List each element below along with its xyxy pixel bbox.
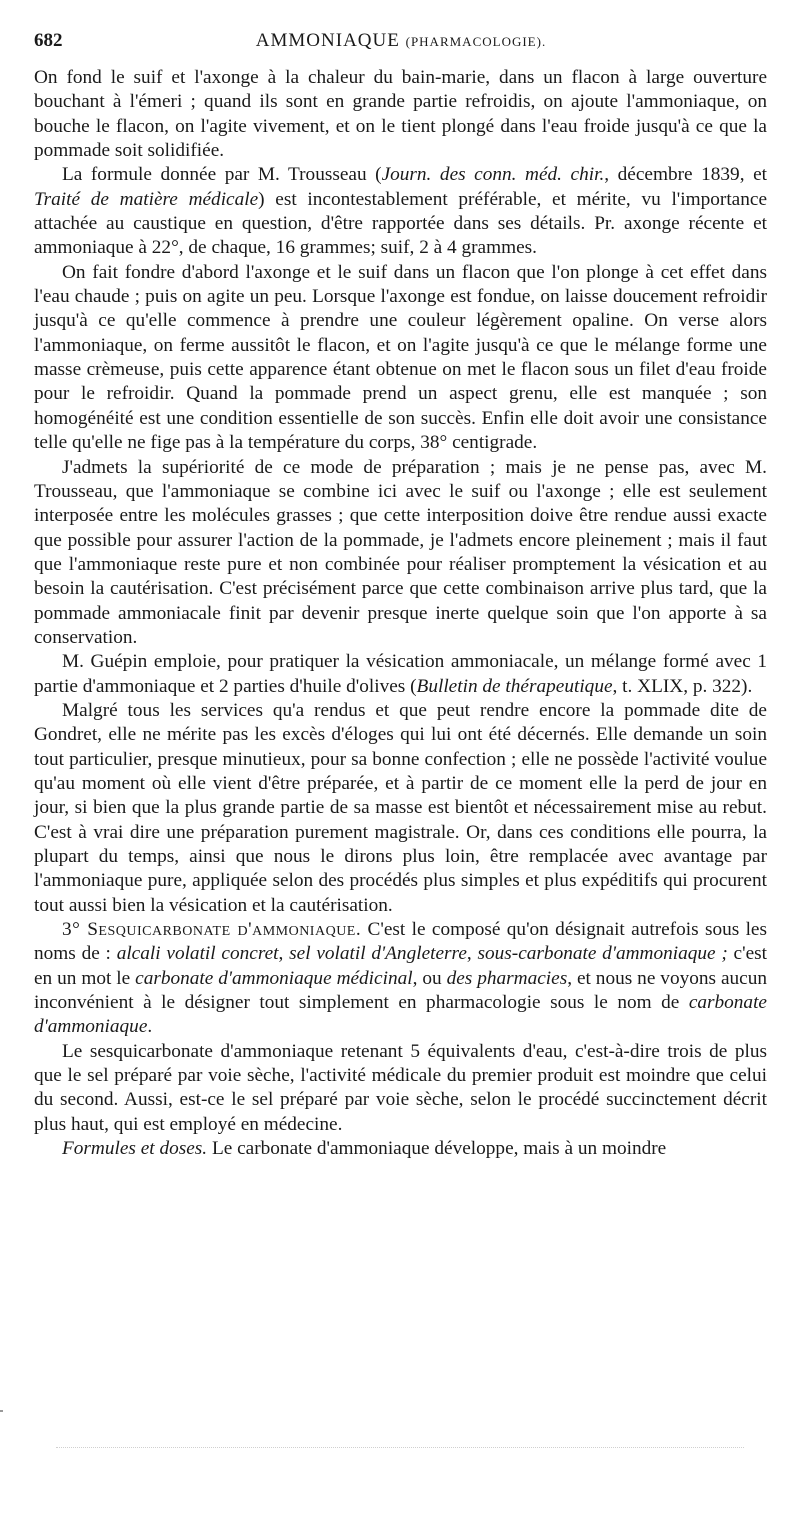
paragraph [34, 1137, 767, 1161]
running-head-subtitle: (PHARMACOLOGIE). [405, 34, 547, 49]
text-run: , [278, 943, 290, 965]
italic-text: Traité de matière médicale [34, 188, 259, 210]
text-run: J'admets la supériorité de ce mode de préparation ; mais je ne pense pas, avec M. Trousseau, que l'ammoniaque se combine ici avec le suif ou l'axonge ; elle est seulement interposée entre les molécules grasses ; que cette interposition doive être rendue aussi exacte que possible pour assurer l'action de la pommade, je l'admets encore pleinement ; mais il faut que l'ammoniaque reste pure et non combinée pour réaliser promptement la vésication et au besoin la cautérisation. C'est précisément parce que cette combinaison arrive plus tard, que la pommade ammoniacale finit par devenir presque inerte quelque soin que l'on apporte à sa conservation. [34, 456, 767, 648]
section-heading: 3° Sesquicarbonate d'ammoniaque. [62, 919, 362, 941]
text-run: Le sesquicarbonate d'ammoniaque retenant 5 équivalents d'eau, c'est-à-dire trois de plus que le sel préparé par voie sèche, l'activité médicale du premier produit est moindre que celui du second. Aussi, est-ce le sel préparé par voie sèche, selon le procédé succinctement décrit plus haut, qui est employé en médecine. [34, 1040, 767, 1135]
text-run: c'est en un mot le [34, 943, 767, 989]
paragraph [34, 261, 767, 456]
paragraph [34, 163, 767, 260]
text-run: , et nous ne voyons aucun inconvénient à le désigner tout simplement en pharmacologie sous le nom de [34, 967, 767, 1014]
italic-text: sel volatil d'Angleterre [289, 943, 467, 965]
text-run: , décembre 1839, et [604, 164, 767, 186]
italic-text: Bulletin de thérapeutique [416, 675, 613, 697]
italic-text: sous-carbonate d'ammoniaque ; [477, 943, 728, 965]
italic-text: Formules et doses. [62, 1138, 208, 1160]
text-run: M. Guépin emploie, pour pratiquer la vésication ammoniacale, un mélange formé avec 1 partie d'ammoniaque et 2 parties d'huile d'olives ( [34, 651, 767, 697]
running-head [94, 30, 768, 52]
paragraph [34, 918, 767, 1040]
page-number: 682 [34, 30, 63, 51]
text-run: C'est le composé qu'on désignait autrefois sous les noms de : [34, 919, 767, 965]
running-head-title: AMMONIAQUE [255, 30, 400, 51]
text-run: , ou [412, 967, 447, 989]
text-run: Malgré tous les services qu'a rendus et que peut rendre encore la pommade dite de Gondret, elle ne mérite pas les excès d'éloges qui lui ont été décernés. Elle demande un soin tout particulier, presque minutieux, pour sa bonne confection ; elle ne possède l'activité voulue qu'au moment où elle vient d'être préparée, et à partir de ce moment elle la perd de jour en jour, si bien que la plus grande partie de sa masse est bientôt et nécessairement mise au rebut. C'est à vrai dire une préparation purement magistrale. Or, dans ces conditions elle pourra, la plupart du temps, ainsi que nous le dirons plus loin, être remplacée avec avantage par l'ammoniaque pure, appliquée selon des procédés plus simples et plus expéditifs qui procurent tout aussi bien la vésication et la cautérisation. [34, 699, 767, 916]
paragraph [34, 456, 767, 651]
text-run: On fond le suif et l'axonge à la chaleur du bain-marie, dans un flacon à large ouverture bouchant à l'émeri ; quand ils sont en grande partie refroidis, on ajoute l'ammoniaque, on bouche le flacon, on l'agite vivement, et on le tient plongé dans l'eau froide jusqu'à ce que la pommade soit solidifiée. [34, 67, 767, 162]
page-header [34, 30, 768, 58]
text-run: ) est incontestablement préférable, et mérite, vu l'importance attachée au caustique en question, d'être rapportée dans ses détails. Pr. axonge récente et ammoniaque à 22°, de chaque, 16 grammes; suif, 2 à 4 grammes. [34, 188, 767, 259]
footer-rule [56, 1447, 744, 1454]
italic-text: carbonate d'ammoniaque [34, 992, 767, 1038]
italic-text: carbonate d'ammoniaque médicinal [135, 967, 413, 989]
paragraph [34, 699, 767, 918]
text-run: , [466, 943, 478, 965]
paragraph [34, 1040, 767, 1137]
text-run: On fait fondre d'abord l'axonge et le suif dans un flacon que l'on plonge à cet effet dans l'eau chaude ; puis on agite un peu. Lorsque l'axonge est fondue, on laisse doucement refroidir jusqu'à ce qu'elle commence à prendre une couleur légèrement opaline. On verse alors l'ammoniaque, on ferme aussitôt le flacon, et on l'agite jusqu'à ce que le mélange forme une masse crèmeuse, puis cette apparence étant obtenue on met le flacon sous un filet d'eau froide pour le refroidir. Quand la pommade prend un aspect grenu, elle est manquée ; son homogénéité est une condition essentielle de son succès. Enfin elle doit avoir une consistance telle qu'elle ne fige pas à la température du corps, 38° centigrade. [34, 261, 767, 454]
text-run: , t. XLIX, p. 322). [612, 675, 753, 697]
paragraph [34, 66, 767, 163]
italic-text: des pharmacies [446, 967, 568, 989]
margin-mark [0, 1410, 3, 1412]
text-run: Le carbonate d'ammoniaque développe, mais à un moindre [207, 1138, 667, 1160]
text-run: . [147, 1016, 153, 1038]
text-run: La formule donnée par M. Trousseau ( [62, 164, 382, 186]
page-body [34, 66, 767, 1161]
italic-text: Journ. des conn. méd. chir. [381, 164, 605, 186]
paragraph [34, 650, 767, 699]
italic-text: alcali volatil concret [116, 943, 279, 965]
